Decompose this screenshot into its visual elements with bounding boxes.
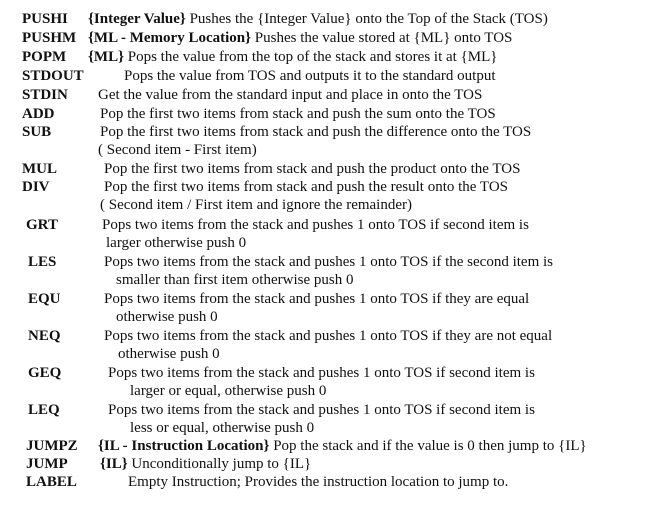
description-text: Pops two items from the stack and pushes 1 onto TOS if second item is	[102, 217, 529, 233]
description-continuation: ( Second item - First item)	[98, 142, 257, 158]
opcode: POPM	[22, 49, 67, 65]
opcode: GRT	[26, 217, 58, 233]
description-continuation: otherwise push 0	[116, 309, 218, 325]
description-continuation: smaller than first item otherwise push 0	[116, 272, 354, 288]
description-continuation: otherwise push 0	[118, 346, 220, 362]
description-text: Get the value from the standard input and place in onto the TOS	[98, 87, 483, 103]
opcode: STDOUT	[22, 68, 84, 84]
opcode: LEQ	[28, 402, 60, 418]
operand: {Integer Value}	[88, 11, 186, 27]
description	[98, 437, 587, 455]
description-text: Pops two items from the stack and pushes 1 onto TOS if the second item is	[104, 254, 553, 270]
description-continuation: larger or equal, otherwise push 0	[130, 383, 327, 399]
opcode: NEQ	[28, 328, 61, 344]
description-text: Pops two items from the stack and pushes 1 onto TOS if second item is	[108, 402, 535, 418]
description	[88, 10, 548, 28]
opcode: PUSHM	[22, 30, 77, 46]
description-text: Pop the first two items from stack and push the product onto the TOS	[104, 161, 521, 177]
description-text: Pop the first two items from stack and push the result onto the TOS	[104, 179, 508, 195]
description-text: Unconditionally jump to {IL}	[127, 456, 312, 472]
opcode: PUSHI	[22, 11, 68, 27]
opcode: ADD	[22, 106, 55, 122]
opcode: EQU	[28, 291, 61, 307]
operand: {ML}	[88, 49, 124, 65]
opcode: LABEL	[26, 474, 77, 490]
description	[100, 455, 311, 473]
opcode: MUL	[22, 161, 57, 177]
opcode: JUMPZ	[26, 438, 78, 454]
opcode: LES	[28, 254, 57, 270]
operand: {IL - Instruction Location}	[98, 438, 270, 454]
description-text: Pushes the {Integer Value} onto the Top of the Stack (TOS)	[185, 11, 548, 27]
operand: {IL}	[100, 456, 128, 472]
operand: {ML - Memory Location}	[88, 30, 252, 46]
description-text: Pops two items from the stack and pushes 1 onto TOS if they are equal	[104, 291, 530, 307]
description-continuation: less or equal, otherwise push 0	[130, 420, 315, 436]
description-text: Pop the first two items from stack and push the sum onto the TOS	[100, 106, 496, 122]
description-continuation: larger otherwise push 0	[106, 235, 247, 251]
description-text: Pops two items from the stack and pushes 1 onto TOS if they are not equal	[104, 328, 553, 344]
opcode: JUMP	[26, 456, 68, 472]
description-text: Pop the first two items from stack and push the difference onto the TOS	[100, 124, 532, 140]
opcode: SUB	[22, 124, 52, 140]
opcode: GEQ	[28, 365, 62, 381]
opcode: STDIN	[22, 87, 68, 103]
description-continuation: ( Second item / First item and ignore the remainder)	[100, 197, 412, 213]
description-text: Pushes the value stored at {ML} onto TOS	[251, 30, 513, 46]
description-text: Pops the value from the top of the stack and stores it at {ML}	[123, 49, 498, 65]
description-text: Pops two items from the stack and pushes 1 onto TOS if second item is	[108, 365, 535, 381]
description	[88, 48, 497, 66]
description-text: Pop the stack and if the value is 0 then jump to {IL}	[269, 438, 587, 454]
opcode: DIV	[22, 179, 50, 195]
description-text: Empty Instruction; Provides the instruction location to jump to.	[128, 474, 509, 490]
description-text: Pops the value from TOS and outputs it to the standard output	[124, 68, 496, 84]
description	[88, 29, 512, 47]
